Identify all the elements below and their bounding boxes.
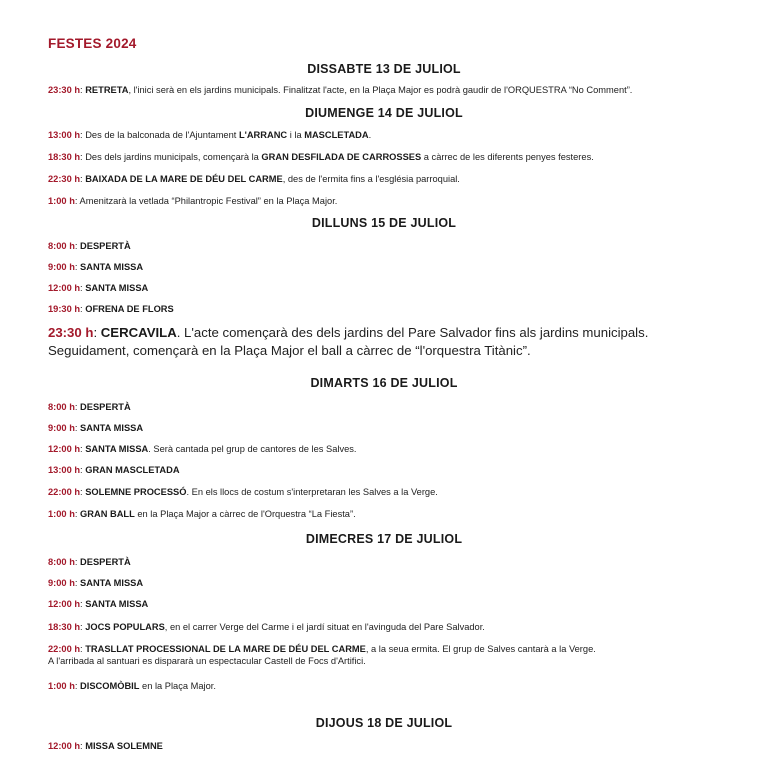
event-title: MASCLETADA: [304, 130, 369, 140]
day-heading: DISSABTE 13 DE JULIOL: [307, 62, 461, 76]
time-separator: :: [74, 262, 81, 272]
event-item: [48, 621, 728, 633]
event-title: DESPERTÀ: [80, 402, 131, 412]
event-time: 22:00 h: [48, 487, 81, 497]
event-time: 22:00 h: [48, 644, 81, 654]
event-description: en la Plaça Major a càrrec de l'Orquestra “La Fiesta”.: [134, 509, 356, 519]
event-title: SANTA MISSA: [80, 262, 144, 272]
event-item: [48, 84, 728, 96]
time-separator: :: [80, 599, 86, 609]
event-description: a càrrec de les diferents penyes festeres.: [421, 152, 594, 162]
event-item: [48, 282, 728, 294]
time-separator: :: [74, 509, 81, 519]
event-time: 22:30 h: [48, 174, 81, 184]
day-heading: DIMARTS 16 DE JULIOL: [310, 376, 458, 390]
event-time: 12:00 h: [48, 599, 81, 609]
event-title: BAIXADA DE LA MARE DE DÉU DEL CARME: [85, 174, 283, 184]
day-heading: DIJOUS 18 DE JULIOL: [315, 716, 453, 730]
event-time: 9:00 h: [48, 578, 75, 588]
time-separator: :: [80, 741, 86, 751]
event-title: OFRENA DE FLORS: [85, 304, 174, 314]
event-item: [48, 643, 728, 667]
event-title: CERCAVILA: [100, 325, 177, 340]
event-item: [48, 680, 728, 692]
event-description: i la: [287, 130, 305, 140]
event-item: [48, 577, 728, 589]
time-separator: :: [93, 325, 101, 340]
event-item: [48, 129, 728, 141]
time-separator: :: [80, 487, 86, 497]
event-title: JOCS POPULARS: [85, 622, 165, 632]
time-separator: :: [74, 578, 81, 588]
time-separator: :: [80, 152, 86, 162]
event-title: MISSA SOLEMNE: [85, 741, 163, 751]
event-time: 9:00 h: [48, 262, 75, 272]
event-item: [48, 508, 728, 520]
event-item: [48, 598, 728, 610]
event-time: 1:00 h: [48, 509, 75, 519]
time-separator: :: [74, 557, 81, 567]
event-item: [48, 486, 728, 498]
event-time: 18:30 h: [48, 152, 81, 162]
event-time: 23:30 h: [48, 85, 81, 95]
event-description: , des de l'ermita fins a l'església parroquial.: [282, 174, 460, 184]
event-time: 23:30 h: [48, 325, 94, 340]
event-time: 13:00 h: [48, 130, 81, 140]
event-title: GRAN BALL: [80, 509, 135, 519]
event-time: 12:00 h: [48, 741, 81, 751]
event-title: L'ARRANC: [238, 130, 288, 140]
event-item: [48, 556, 728, 568]
event-description: .: [368, 130, 372, 140]
event-description: . Serà cantada pel grup de cantores de les Salves.: [148, 444, 357, 454]
day-heading: DIMECRES 17 DE JULIOL: [305, 532, 463, 546]
event-title: SOLEMNE PROCESSÓ: [85, 487, 187, 497]
event-time: 1:00 h: [48, 196, 75, 206]
event-title: SANTA MISSA: [80, 423, 144, 433]
event-description: A l'arribada al santuari es dispararà un espectacular Castell de Focs d'Artifici.: [48, 656, 366, 666]
event-description: . L'acte començarà des dels jardins del Pare Salvador fins als jardins municipals. Seguidament, començarà en la Plaça Major el ball a càrrec de “l'orquestra Titànic”.: [48, 325, 649, 358]
event-title: DESPERTÀ: [80, 241, 131, 251]
event-title: RETRETA: [85, 85, 129, 95]
time-separator: :: [80, 444, 86, 454]
event-title: SANTA MISSA: [85, 599, 149, 609]
event-time: 1:00 h: [48, 681, 75, 691]
event-title: DISCOMÒBIL: [80, 681, 140, 691]
day-heading: DILLUNS 15 DE JULIOL: [311, 216, 457, 230]
event-description: , en el carrer Verge del Carme i el jardí situat en l'avinguda del Pare Salvador.: [164, 622, 485, 632]
event-item: [48, 740, 728, 752]
event-time: 12:00 h: [48, 283, 81, 293]
time-separator: :: [74, 681, 81, 691]
event-time: 8:00 h: [48, 402, 75, 412]
event-description: Des dels jardins municipals, començarà la: [85, 152, 262, 162]
event-description: , a la seua ermita. El grup de Salves cantarà a la Verge.: [365, 644, 596, 654]
event-item: [48, 422, 728, 434]
event-item: [48, 173, 728, 185]
event-time: 18:30 h: [48, 622, 81, 632]
event-title: GRAN MASCLETADA: [85, 465, 180, 475]
time-separator: :: [74, 423, 81, 433]
time-separator: :: [80, 304, 86, 314]
event-title: SANTA MISSA: [85, 283, 149, 293]
event-item: [48, 195, 728, 207]
event-title: SANTA MISSA: [80, 578, 144, 588]
event-title: SANTA MISSA: [85, 444, 149, 454]
event-description: , l'inici serà en els jardins municipals. Finalitzat l'acte, en la Plaça Major es podrà gaudir de l'ORQUESTRA “No Comment”.: [128, 85, 633, 95]
event-time: 19:30 h: [48, 304, 81, 314]
time-separator: :: [80, 622, 86, 632]
time-separator: :: [74, 402, 81, 412]
event-time: 8:00 h: [48, 557, 75, 567]
time-separator: :: [74, 241, 81, 251]
event-time: 8:00 h: [48, 241, 75, 251]
event-item: [48, 240, 728, 252]
event-title: TRASLLAT PROCESSIONAL DE LA MARE DE DÉU DEL CARME: [85, 644, 366, 654]
page-title: FESTES 2024: [48, 36, 137, 51]
event-item: [48, 324, 688, 360]
event-description: Des de la balconada de l'Ajuntament: [85, 130, 239, 140]
event-item: [48, 261, 728, 273]
event-item: [48, 303, 728, 315]
time-separator: :: [80, 465, 86, 475]
event-time: 9:00 h: [48, 423, 75, 433]
event-description: en la Plaça Major.: [139, 681, 216, 691]
time-separator: :: [80, 130, 86, 140]
event-description: Amenitzarà la vetlada “Philantropic Festival” en la Plaça Major.: [79, 196, 338, 206]
event-item: [48, 401, 728, 413]
time-separator: :: [80, 85, 86, 95]
time-separator: :: [80, 644, 86, 654]
day-heading: DIUMENGE 14 DE JULIOL: [305, 106, 463, 120]
event-time: 12:00 h: [48, 444, 81, 454]
event-time: 13:00 h: [48, 465, 81, 475]
event-item: [48, 443, 728, 455]
event-title: GRAN DESFILADA DE CARROSSES: [261, 152, 422, 162]
time-separator: :: [80, 283, 86, 293]
event-item: [48, 464, 728, 476]
event-description: . En els llocs de costum s'interpretaran les Salves a la Verge.: [186, 487, 438, 497]
time-separator: :: [80, 174, 86, 184]
event-item: [48, 151, 728, 163]
event-title: DESPERTÀ: [80, 557, 131, 567]
time-separator: :: [74, 196, 80, 206]
